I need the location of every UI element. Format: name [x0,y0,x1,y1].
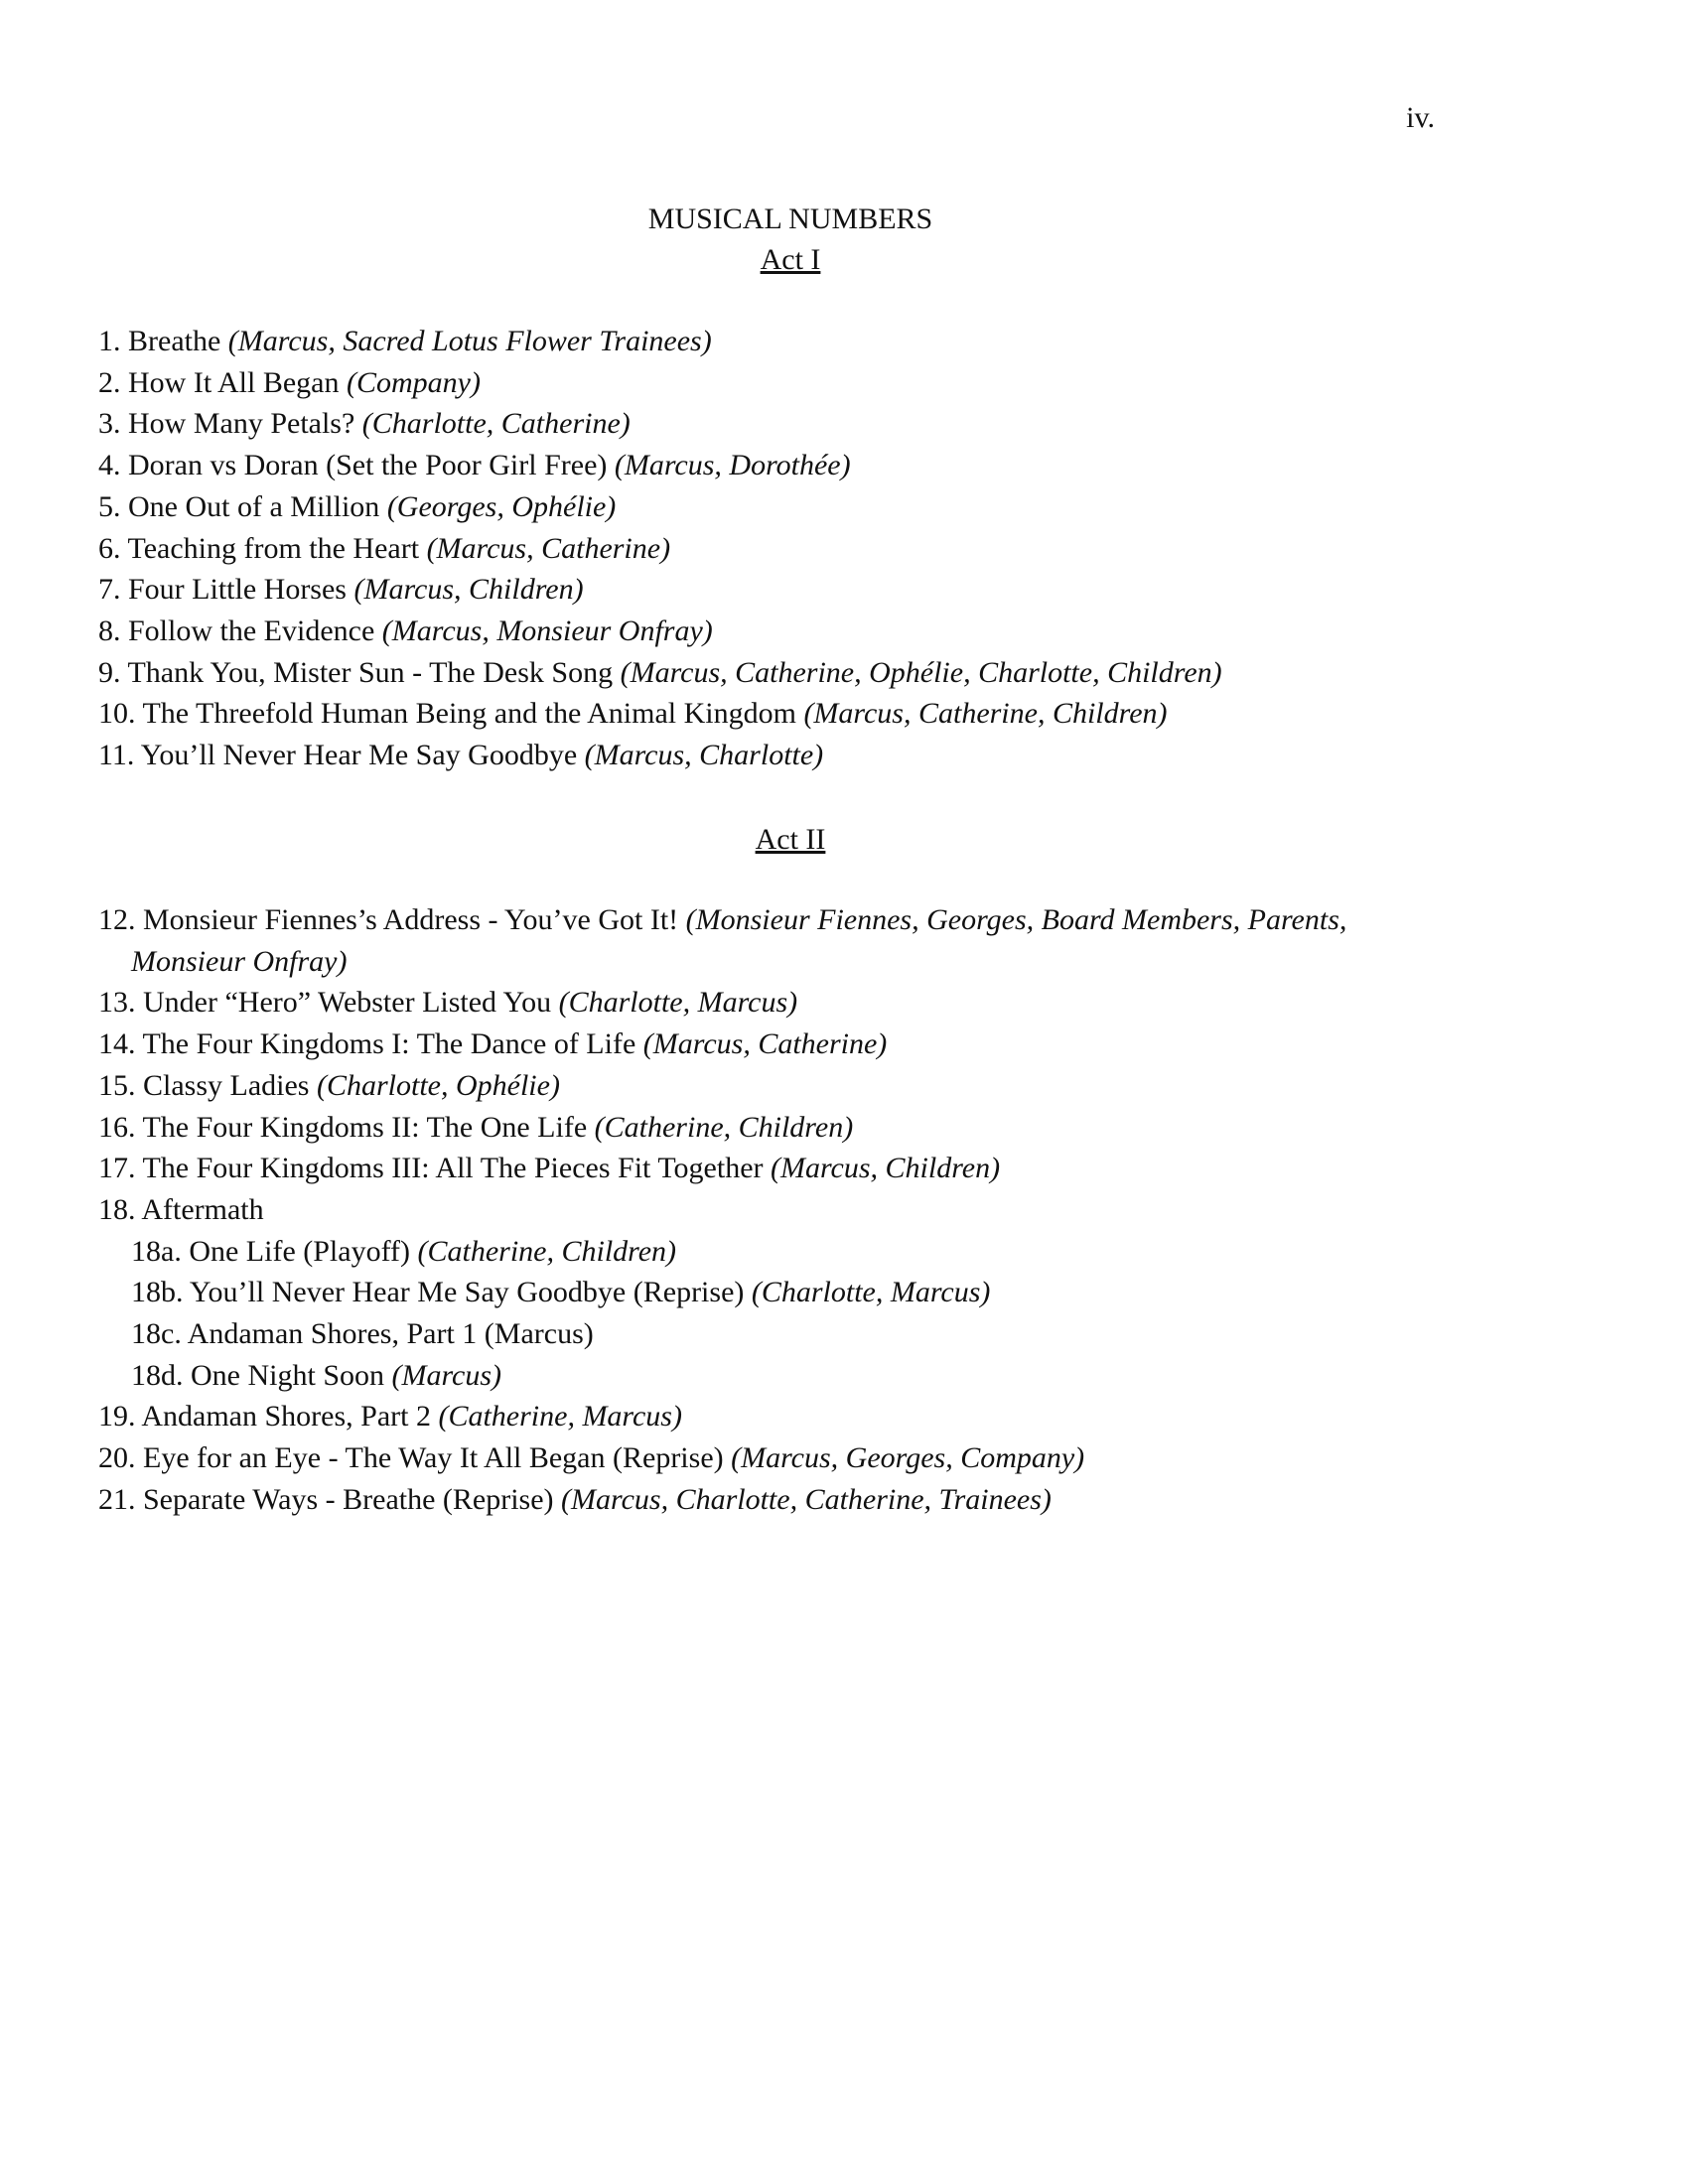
song-item-8 [98,611,1409,652]
song-title: 14. The Four Kingdoms I: The Dance of Life [98,1027,643,1061]
song-performers: (Marcus, Children) [771,1152,1001,1185]
song-item-5 [98,486,1409,528]
song-item-4 [98,445,1409,486]
song-item-13 [98,982,1409,1024]
song-performers: (Company) [346,365,481,399]
song-title: 8. Follow the Evidence [98,614,382,647]
song-title: 17. The Four Kingdoms III: All The Pieces Fit Together [98,1152,772,1185]
song-title: 12. Monsieur Fiennes’s Address - You’ve Got It! [98,903,686,936]
act-1-song-list [98,321,1409,776]
song-item-2 [98,362,1409,404]
song-performers: (Marcus, Catherine) [642,1027,888,1061]
song-item-15 [98,1065,1409,1107]
song-title: 2. How It All Began [98,365,347,399]
song-title: 3. How Many Petals? [98,407,362,441]
song-performers: (Charlotte, Marcus) [558,986,798,1020]
song-item-21 [98,1479,1409,1521]
song-title: 18. Aftermath [98,1192,264,1226]
song-item-11 [98,735,1409,776]
song-item-10 [98,693,1409,735]
song-title: 18b. You’ll Never Hear Me Say Goodbye (Reprise) [131,1276,752,1309]
song-performers: (Marcus, Catherine, Ophélie, Charlotte, Children) [620,655,1222,689]
song-performers: (Catherine, Children) [594,1110,854,1144]
song-performers: (Charlotte, Marcus) [751,1276,991,1309]
song-item-12 [98,899,1409,982]
page-title: MUSICAL NUMBERS [647,203,933,235]
song-item-3 [98,403,1409,445]
act-2-song-list [98,899,1409,1521]
song-title: 16. The Four Kingdoms II: The One Life [98,1110,595,1144]
song-item-14 [98,1024,1409,1065]
song-title: 18d. One Night Soon [131,1358,392,1392]
song-title: 18c. Andaman Shores, Part 1 (Marcus) [131,1317,594,1351]
song-performers: (Marcus, Charlotte) [584,739,824,772]
song-title: 18a. One Life (Playoff) [131,1234,418,1268]
song-performers: (Marcus, Catherine) [426,531,671,565]
song-title: 21. Separate Ways - Breathe (Reprise) [98,1482,562,1516]
song-title: 11. You’ll Never Hear Me Say Goodbye [98,739,585,772]
song-title: 6. Teaching from the Heart [98,531,427,565]
song-title: 10. The Threefold Human Being and the Animal Kingdom [98,697,804,731]
song-item-18d [98,1355,1409,1397]
song-title: 7. Four Little Horses [98,573,354,607]
song-title: 13. Under “Hero” Webster Listed You [98,986,559,1020]
act-2-heading: Act II [755,823,826,856]
song-item-1 [98,321,1409,362]
act-1-heading: Act I [760,243,821,276]
song-performers: (Marcus, Georges, Company) [731,1441,1085,1475]
song-item-9 [98,652,1409,694]
song-performers: (Charlotte, Catherine) [361,407,631,441]
song-performers: (Catherine, Marcus) [438,1400,682,1433]
song-performers: (Marcus, Monsieur Onfray) [381,614,713,647]
song-title: 15. Classy Ladies [98,1068,317,1102]
song-item-18a [98,1231,1409,1273]
song-item-19 [98,1396,1409,1437]
song-item-16 [98,1107,1409,1149]
song-title: 9. Thank You, Mister Sun - The Desk Song [98,655,621,689]
song-title: 1. Breathe [98,325,228,357]
song-title: 19. Andaman Shores, Part 2 [98,1400,439,1433]
song-item-18b [98,1272,1409,1313]
song-title: 20. Eye for an Eye - The Way It All Began (Reprise) [98,1441,732,1475]
song-title: 5. One Out of a Million [98,489,387,523]
song-performers: (Marcus, Catherine, Children) [803,697,1168,731]
song-performers: (Marcus, Sacred Lotus Flower Trainees) [227,325,712,357]
song-performers: (Charlotte, Ophélie) [316,1068,560,1102]
song-performers: (Marcus, Charlotte, Catherine, Trainees) [561,1482,1052,1516]
song-item-6 [98,528,1409,570]
song-title: 4. Doran vs Doran (Set the Poor Girl Free) [98,449,615,482]
song-performers: (Marcus, Children) [353,573,584,607]
song-performers: (Marcus) [391,1358,502,1392]
song-performers: (Catherine, Children) [417,1234,677,1268]
song-item-17 [98,1148,1409,1189]
song-item-7 [98,569,1409,611]
song-item-20 [98,1437,1409,1479]
page-number: iv. [1406,101,1435,134]
song-item-18c [98,1313,1409,1355]
song-item-18 [98,1189,1409,1231]
song-performers: (Georges, Ophélie) [386,489,617,523]
song-performers: (Marcus, Dorothée) [614,449,851,482]
song-performers: (Monsieur Fiennes, Georges, Board Members, Parents, Monsieur Onfray) [131,903,1347,978]
